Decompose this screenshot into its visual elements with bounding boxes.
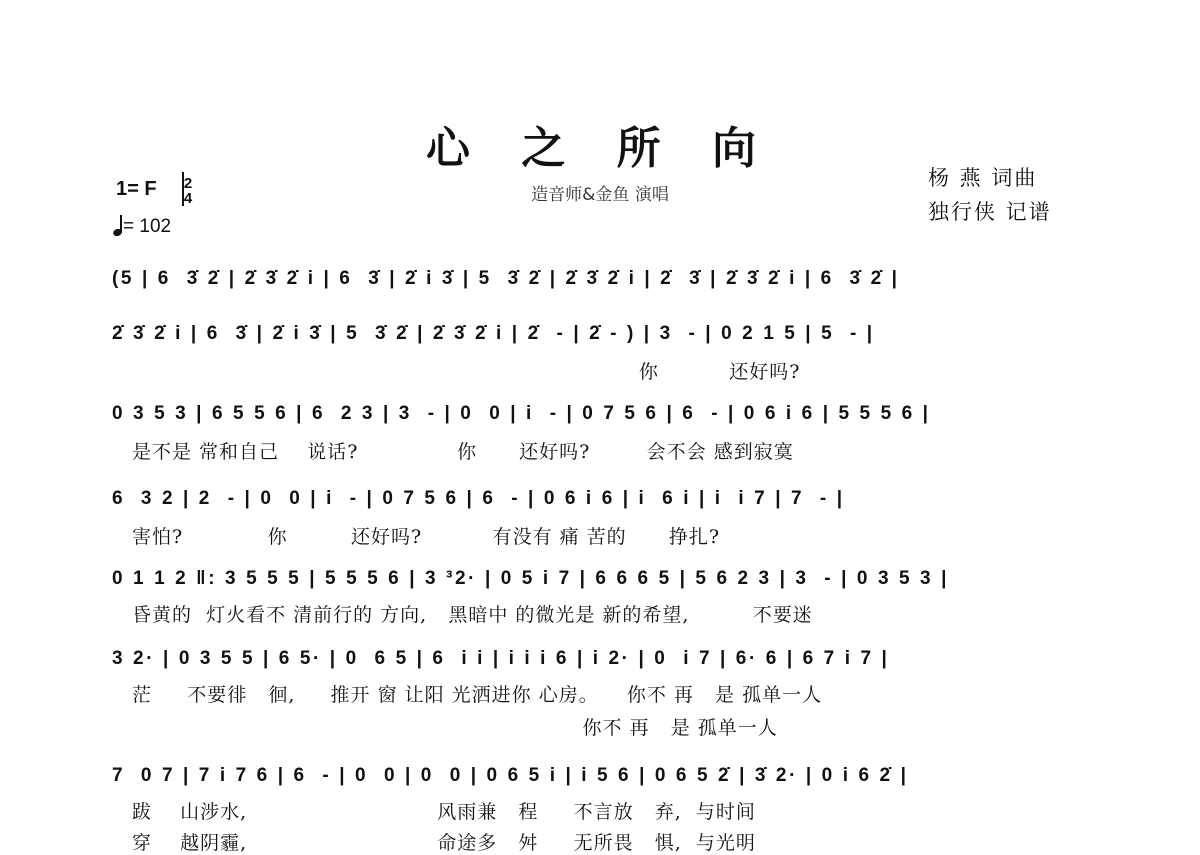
quarter-note-icon [113, 214, 123, 236]
lyric-line: 穿 越阴霾, 命途多 舛 无所畏 惧, 与光明 [132, 832, 756, 854]
notation-row: 6 3 2 | 2 - | 0 0 | i - | 0 7 5 6 | 6 - | 0 6 i 6 | i 6 i | i i 7 | 7 - | [112, 488, 845, 509]
lyric-line: 跋 山涉水, 风雨兼 程 不言放 弃, 与时间 [132, 801, 756, 823]
key-signature: 1= F [116, 178, 157, 200]
time-signature-bottom: 4 [183, 190, 193, 207]
notation-row: (5 | 6 3̇ 2̇ | 2̇ 3̇ 2̇ i | 6 3̇ | 2̇ i 3̇ | 5 3̇ 2̇ | 2̇ 3̇ 2̇ i | 2̇ 3̇ | 2̇ 3̇ 2̇ i | 6 3̇ 2̇ | [112, 268, 900, 289]
notation-row: 2̇ 3̇ 2̇ i | 6 3̇ | 2̇ i 3̇ | 5 3̇ 2̇ | 2̇ 3̇ 2̇ i | 2̇ - | 2̇ - ) | 3 - | 0 2 1 5 | 5 - | [112, 323, 875, 344]
lyric-line: 你不 再 是 孤单一人 [132, 717, 778, 739]
time-signature-top: 2 [183, 175, 193, 192]
notation-row: 7 0 7 | 7 i 7 6 | 6 - | 0 0 | 0 0 | 0 6 5 i | i 5 6 | 0 6 5 2̇ | 3̇ 2· | 0 i 6 2̇ | [112, 765, 909, 786]
time-signature [181, 176, 195, 206]
lyric-line: 昏黄的 灯火看不 清前行的 方向, 黑暗中 的微光是 新的希望, 不要迷 [132, 604, 813, 626]
notation-row: 3 2· | 0 3 5 5 | 6 5· | 0 6 5 | 6 i i | i i i 6 | i 2· | 0 i 7 | 6· 6 | 6 7 i 7 | [112, 648, 890, 669]
lyric-line: 是不是 常和自己 说话? 你 还好吗? 会不会 感到寂寞 [132, 441, 794, 463]
lyric-line: 茫 不要徘 徊, 推开 窗 让阳 光洒进你 心房。 你不 再 是 孤单一人 [132, 684, 823, 706]
lyrics-music-credit: 杨 燕 词曲 [928, 166, 1038, 190]
notation-row: 0 1 1 2 ‖: 3 5 5 5 | 5 5 5 6 | 3 ³2· | 0 5 i 7 | 6 6 6 5 | 5 6 2 3 | 3 - | 0 3 5 3 | [112, 568, 950, 589]
tempo-marking [113, 214, 171, 238]
notation-row: 0 3 5 3 | 6 5 5 6 | 6 2 3 | 3 - | 0 0 | i - | 0 7 5 6 | 6 - | 0 6 i 6 | 5 5 5 6 | [112, 403, 931, 424]
lyric-line: 你 还好吗? [132, 361, 801, 383]
lyric-line: 害怕? 你 还好吗? 有没有 痛 苦的 挣扎? [132, 526, 721, 548]
performer-credit: 造音师&金鱼 演唱 [531, 185, 669, 205]
song-title: 心 之 所 向 [426, 123, 774, 174]
tempo-value: = 102 [123, 216, 172, 237]
transcriber-credit: 独行侠 记谱 [928, 200, 1052, 224]
